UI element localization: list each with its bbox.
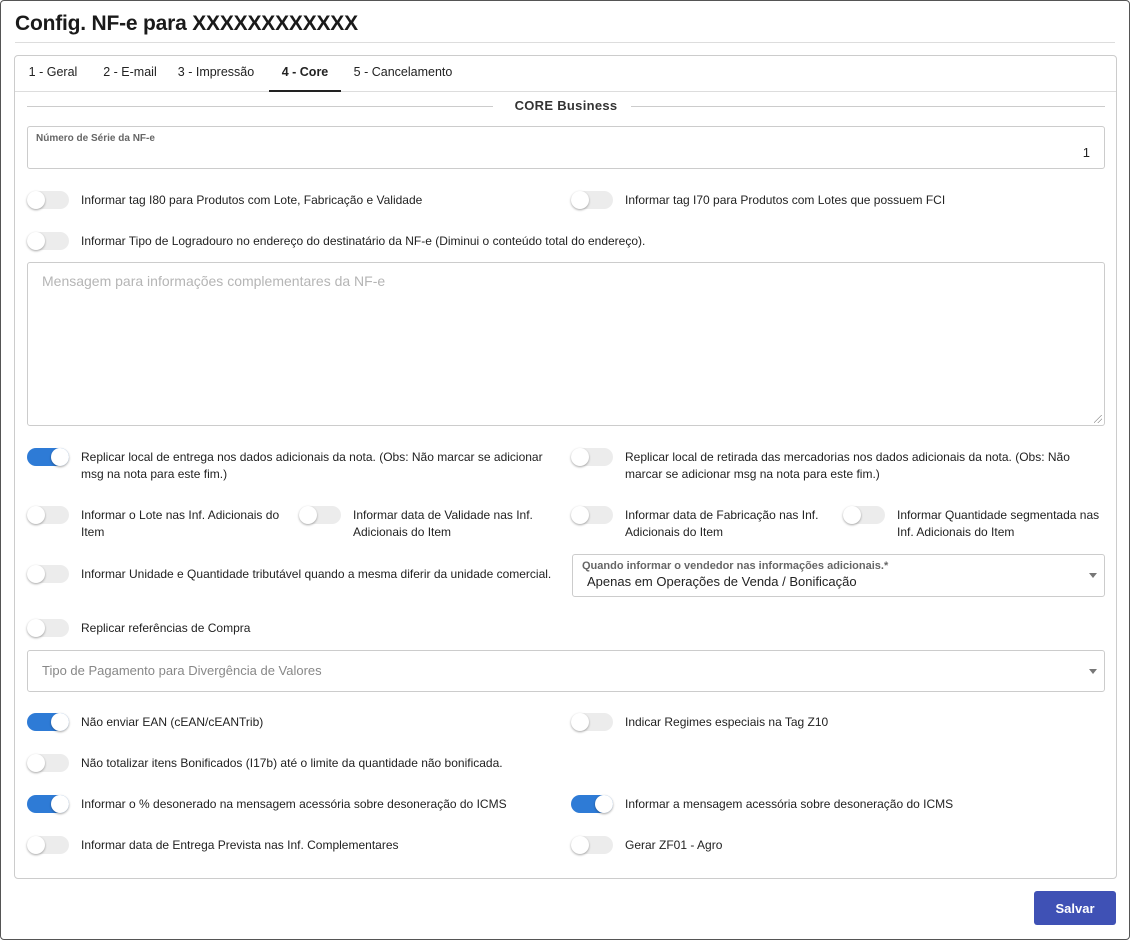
toggle-fabricacao-item[interactable] — [571, 506, 613, 524]
toggle-knob — [27, 619, 45, 637]
option-label: Informar a mensagem acessória sobre desoneração do ICMS — [625, 797, 954, 811]
option-label: Replicar local de entrega nos dados adicionais da nota. (Obs: Não marcar se adicionar msg na nota para este fim.) — [81, 450, 543, 481]
option-label: Gerar ZF01 - Agro — [625, 838, 723, 852]
option-label: Informar tag I80 para Produtos com Lote, Fabricação e Validade — [81, 193, 423, 207]
option-label: Não enviar EAN (cEAN/cEANTrib) — [81, 715, 264, 729]
message-textarea[interactable] — [27, 262, 1105, 426]
pagamento-select[interactable] — [27, 650, 1105, 692]
toggle-lote-item[interactable] — [27, 506, 69, 524]
option-label: Replicar local de retirada das mercadorias nos dados adicionais da nota. (Obs: Não marcar se adicionar msg na nota para este fim.) — [625, 450, 1070, 481]
tab-panel — [14, 55, 1117, 879]
section-header — [27, 98, 1105, 114]
option-label: Indicar Regimes especiais na Tag Z10 — [625, 715, 829, 729]
option-label: Informar data de Fabricação nas Inf. Adicionais do Item — [625, 508, 819, 539]
chevron-down-icon — [1089, 669, 1097, 674]
option-label: Informar o Lote nas Inf. Adicionais do Item — [81, 508, 280, 539]
tab-geral[interactable]: 1 - Geral — [28, 65, 78, 79]
toggle-local-entrega[interactable] — [27, 448, 69, 466]
title-divider — [15, 42, 1115, 43]
toggle-knob — [595, 795, 613, 813]
toggle-tag-i70[interactable] — [571, 191, 613, 209]
tab-cancelamento[interactable]: 5 - Cancelamento — [353, 65, 453, 79]
tab-impressao[interactable]: 3 - Impressão — [177, 65, 255, 79]
vendedor-select[interactable] — [572, 554, 1105, 597]
section-line-right — [631, 106, 1105, 107]
toggle-zf01-agro[interactable] — [571, 836, 613, 854]
toggle-bonificados[interactable] — [27, 754, 69, 772]
toggle-tipo-logradouro[interactable] — [27, 232, 69, 250]
option-label: Informar data de Validade nas Inf. Adicionais do Item — [353, 508, 533, 539]
toggle-mensagem-desoneracao[interactable] — [571, 795, 613, 813]
toggle-regimes-especiais[interactable] — [571, 713, 613, 731]
toggle-knob — [27, 754, 45, 772]
option-label: Informar tag I70 para Produtos com Lotes que possuem FCI — [625, 193, 946, 207]
option-label: Replicar referências de Compra — [81, 621, 251, 635]
save-button[interactable]: Salvar — [1034, 891, 1116, 925]
toggle-knob — [27, 232, 45, 250]
toggle-knob — [51, 795, 69, 813]
toggle-unidade-tributavel[interactable] — [27, 565, 69, 583]
option-label: Informar data de Entrega Prevista nas Inf. Complementares — [81, 838, 399, 852]
chevron-down-icon — [1089, 573, 1097, 578]
pagamento-select-placeholder: Tipo de Pagamento para Divergência de Valores — [42, 663, 322, 678]
section-title: CORE Business — [514, 98, 618, 113]
option-label: Informar Quantidade segmentada nas Inf. Adicionais do Item — [897, 508, 1100, 539]
vendedor-select-label: Quando informar o vendedor nas informações adicionais.* — [582, 560, 889, 572]
resize-grip-icon[interactable] — [1094, 415, 1102, 423]
toggle-knob — [571, 713, 589, 731]
toggle-nao-enviar-ean[interactable] — [27, 713, 69, 731]
toggle-knob — [571, 506, 589, 524]
toggle-tag-i80[interactable] — [27, 191, 69, 209]
tab-email[interactable]: 2 - E-mail — [103, 65, 157, 79]
serie-label: Número de Série da NF-e — [36, 133, 155, 144]
toggle-knob — [299, 506, 317, 524]
tab-bar — [15, 56, 1116, 92]
toggle-referencias-compra[interactable] — [27, 619, 69, 637]
toggle-knob — [51, 448, 69, 466]
dialog-title: Config. NF-e para XXXXXXXXXXXX — [15, 12, 358, 35]
option-label: Informar o % desonerado na mensagem acessória sobre desoneração do ICMS — [81, 797, 507, 811]
toggle-knob — [571, 836, 589, 854]
toggle-knob — [843, 506, 861, 524]
toggle-validade-item[interactable] — [299, 506, 341, 524]
option-label: Não totalizar itens Bonificados (I17b) até o limite da quantidade não bonificada. — [81, 756, 503, 770]
toggle-knob — [27, 836, 45, 854]
serie-field[interactable] — [27, 126, 1105, 169]
toggle-knob — [27, 565, 45, 583]
toggle-knob — [27, 506, 45, 524]
serie-value: 1 — [1082, 145, 1090, 160]
option-label: Informar Tipo de Logradouro no endereço do destinatário da NF-e (Diminui o conteúdo total do endereço). — [81, 234, 646, 248]
option-label: Informar Unidade e Quantidade tributável quando a mesma diferir da unidade comercial. — [81, 567, 552, 581]
toggle-knob — [27, 191, 45, 209]
toggle-knob — [571, 191, 589, 209]
tab-core[interactable]: 4 - Core — [269, 56, 341, 92]
toggle-quantidade-segmentada[interactable] — [843, 506, 885, 524]
toggle-entrega-prevista[interactable] — [27, 836, 69, 854]
toggle-knob — [571, 448, 589, 466]
toggle-percentual-desonerado[interactable] — [27, 795, 69, 813]
vendedor-select-value: Apenas em Operações de Venda / Bonificação — [587, 574, 857, 589]
toggle-knob — [51, 713, 69, 731]
toggle-local-retirada[interactable] — [571, 448, 613, 466]
